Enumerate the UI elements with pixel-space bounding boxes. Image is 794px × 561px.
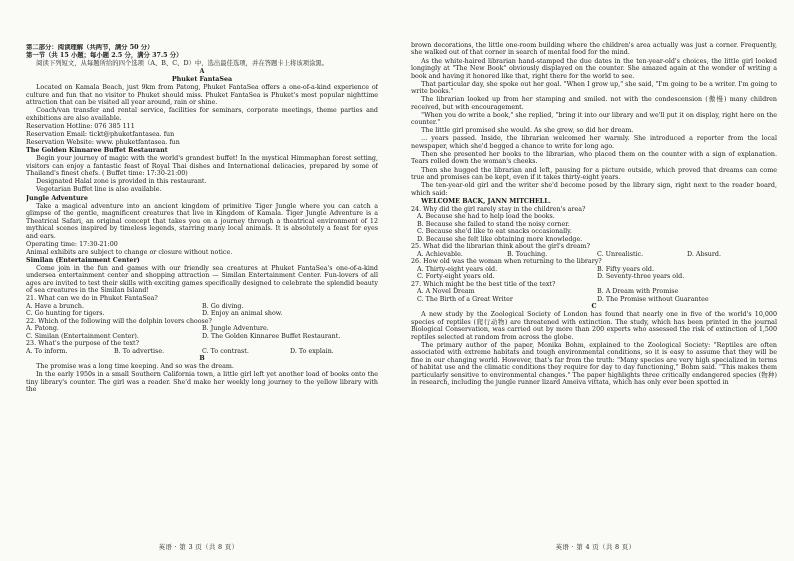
page-footer-left: 英语 · 第 3 页（共 8 页） [158, 543, 239, 551]
passage-b-paragraph-1: The promise was a long time keeping. And so was the dream. [36, 363, 234, 371]
q22-option-b: B. Jungle Adventure. [202, 325, 269, 333]
q25-option-c: C. Unrealistic. [597, 250, 644, 258]
page-footer-right: 英语 · 第 4 页（共 8 页） [555, 543, 636, 551]
library-sign: WELCOME BACK, JANN MITCHELL. [421, 197, 551, 205]
passage-c-paragraph-1: A new study by the Zoological Society of London has found that nearly one in five of the world's 10,000 species of reptiles (爬行动物) are threatened with extinction. The study, which has been printed in the journal Biological Conservation, was carried out by more than 200 experts who assessed the risk of extinction of 1,500 reptiles selected at random from across the globe. [411, 311, 777, 341]
question-24-options [411, 213, 777, 243]
jungle-note: Animal exhibits are subject to change or closure without notice. [26, 248, 233, 256]
passage-b-paragraph-7: "When you do write a book," she replied, "bring it into our library and we'll put it on display, right here on the counter." [411, 111, 777, 127]
passage-b-paragraph-3: brown decorations, the little one-room building where the children's area actually was just a corner. Frequently, she walked out of that corner in search of mental food for the mind. [411, 42, 777, 57]
q27-option-a: A. A Novel Dream [417, 288, 475, 296]
q21-option-d: D. Enjoy an animal show. [202, 310, 283, 318]
question-27-options [411, 288, 777, 303]
q21-option-c: C. Go hunting for tigers. [26, 310, 105, 318]
question-22-options [26, 325, 378, 340]
q27-option-d: D. The Promise without Guarantee [597, 295, 709, 303]
question-24: 24. Why did the girl rarely stay in the children's area? [411, 205, 586, 213]
q25-option-b: B. Touching. [507, 250, 548, 258]
q23-option-c: C. To contrast. [202, 347, 249, 355]
reservation-website: Reservation Website: www. phuketfantasea. fun [26, 139, 180, 147]
q26-option-d: D. Seventy-three years old. [597, 273, 685, 281]
instructions: 阅读下列短文，从每题所给的四个选项（A、B、C、D）中，选出最佳选项，并在答题卡上将该项涂黑。 [36, 60, 329, 68]
buffet-title: The Golden Kinnaree Buffet Restaurant [26, 147, 168, 155]
question-21-options [26, 303, 378, 318]
passage-b-paragraph-4: As the white-haired librarian hand-stamped the due dates in the ten-year-old's choices, the little girl looked longingly at "The New Book" obviously displayed on the counter. She amazed again at the wonder of writing a book and having it honored like that, right there for the world to see. [411, 57, 777, 80]
q23-option-d: D. To explain. [290, 347, 334, 355]
q22-option-d: D. The Golden Kinnaree Buffet Restaurant. [202, 332, 341, 340]
buffet-halal: Designated Halal zone is provided in this restaurant. [36, 178, 207, 186]
reservation-email: Reservation Email: tickt@phuketfantasea. fun [26, 131, 175, 139]
q27-option-b: B. A Dream with Promise [597, 288, 679, 296]
reservation-hotline: Reservation Hotline: 076 385 111 [26, 123, 135, 130]
passage-b-paragraph-5: That particular day, she spoke out her goal. "When I grow up," she said, "I'm going to be a writer. I'm going to write books." [411, 80, 777, 96]
q22-option-a: A. Patong. [26, 325, 59, 333]
passage-b-paragraph-2: In the early 1950s in a small Southern California town, a little girl left yet another load of books onto the tiny library's counter. The girl was a reader. She'd make her weekly long journey to the yellow library with the [26, 371, 378, 394]
passage-b-paragraph-6: The librarian looked up from her stamping and smiled. not with the condescension (傲慢) many children received, but with encouragement. [411, 96, 777, 111]
passage-b-paragraph-9: ... years passed. Inside, the librarian welcomed her warmly. She introduced a reporter from the local newspaper, which she'd begged a chance to write for long ago. [411, 135, 777, 150]
q26-option-c: C. Forty-eight years old. [417, 273, 495, 281]
q24-option-a: A. Because she had to help load the books. [417, 213, 555, 221]
passage-b-label: B [199, 355, 205, 363]
question-26-options [411, 266, 777, 281]
jungle-paragraph: Take a magical adventure into an ancient kingdom of primitive Tiger Jungle where you can catch a glimpse of the gentle, magnificent creatures that live in Kingdom of Kamala. Tiger Jungle Adventure is a Theatrical Safari, an original concept that takes you on a journey through a theatrical environment of 12 mythical scenes inspired by timeless legends, starring many local animals. It is absolutely a feast for eyes and ears. [26, 202, 378, 240]
q24-option-b: B. Because she failed to stand the noisy corner. [417, 220, 570, 228]
q25-option-d: D. Absurd. [687, 250, 721, 258]
jungle-title: Jungle Adventure [26, 194, 88, 202]
question-22: 22. Which of the following will the dolphin lovers choose? [26, 317, 212, 325]
q25-option-a: A. Achievable. [417, 250, 463, 258]
question-25-options [411, 251, 777, 258]
q23-option-b: B. To advertise. [114, 347, 165, 355]
question-26: 26. How old was the woman when returning to the library? [411, 258, 602, 266]
buffet-paragraph: Begin your journey of magic with the world's grandest buffet! In the mystical Himmaphan forest setting, visitors can enjoy a fantastic feast of Royal Thai dishes and International delicacies, prepared by some of Thailand's finest chefs. ( Buffet time: 17:30-21:00) [26, 155, 378, 178]
buffet-vegetarian: Vegetarian Buffet line is also available. [36, 186, 162, 194]
passage-b-paragraph-11: Then she hugged the librarian and left, pausing for a picture outside, which proved that dreams can come true and promises can be kept, even if it takes thirty-eight years. [411, 166, 777, 181]
q26-option-b: B. Fifty years old. [597, 265, 654, 273]
q21-option-a: A. Have a brunch. [26, 302, 85, 310]
question-23-options [26, 348, 378, 355]
q22-option-c: C. Similan (Entertainment Center). [26, 332, 139, 340]
similan-title: Similan (Entertainment Center) [26, 256, 140, 264]
question-23: 23. What's the purpose of the text? [26, 340, 139, 348]
passage-c-label: C [591, 303, 597, 310]
passage-a-paragraph-2: Coach/van transfer and rental service, facilities for seminars, corporate meetings, theme parties and exhibitions are also available. [26, 107, 378, 122]
right-column [411, 42, 777, 533]
passage-b-paragraph-10: Then she presented her books to the librarian, who placed them on the counter with a sign of explanation. Tears rolled down the woman's cheeks. [411, 150, 777, 166]
q23-option-a: A. To inform. [26, 347, 68, 355]
jungle-operating-time: Operating time: 17:30-21:00 [26, 240, 118, 248]
page-4 [397, 0, 794, 561]
passage-c-paragraph-2: The primary author of the paper, Monika Bohm, explained to the Zoological Society: "Reptiles are often associated with extreme habitats and tough environmental conditions, so it is easy to assume that they will be fine in our changing world. However, that's far from the truth: "Many species are very high specialized in terms of habitat use and the climatic conditions they require for day to day functioning," Bohm said. "This makes them particularly sensitive to environmental changes." The paper highlights three critically endangered species (物种) in research, including the jungle runner lizard Ameiva vittata, which has only ever been spotted in [411, 341, 777, 387]
section-heading: 第一节（共 15 小题；每小题 2.5 分，满分 37.5 分） [26, 52, 183, 60]
passage-b-paragraph-8: The little girl promised she would. As she grew, so did her dream. [421, 127, 634, 135]
q26-option-a: A. Thirty-eight years old. [417, 265, 498, 273]
passage-b-paragraph-12: The ten-year-old girl and the writer she'd become posed by the library sign, right next to the reader board, which said: [411, 182, 777, 197]
question-21: 21. What can we do in Phuket FantaSea? [26, 295, 158, 303]
part-heading: 第二部分：阅读理解（共两节，满分 50 分） [26, 44, 154, 51]
passage-a-title: Phuket FantaSea [171, 76, 233, 84]
q24-option-c: C. Because she'd like to eat snacks occasionally. [417, 228, 572, 236]
left-column [26, 44, 378, 533]
q27-option-c: C. The Birth of a Great Writer [417, 295, 513, 303]
q21-option-b: B. Go diving. [202, 302, 244, 310]
question-25: 25. What did the librarian think about the girl's dream? [411, 243, 591, 251]
similan-paragraph: Come join in the fun and games with our friendly sea creatures at Phuket FantaSea's one-of-a-kind undersea entertainment center and shopping attraction — Similan Entertainment Center. Fun-lovers of all ages are invited to test their skills with exciting games specifically designed to celebrate the splendid beauty of sea creatures in the Similan Island! [26, 264, 378, 295]
q24-option-d: D. Because she felt like obtaining more knowledge. [417, 235, 583, 243]
passage-a-paragraph-1: Located on Kamala Beach, just 9km from Patong, Phuket FantaSea offers a one-of-a-kind experience of culture and fun that no visitor to Phuket should miss. Phuket FantaSea is Phuket's most popular nighttime attraction that can be visited all year around, rain or shine. [26, 84, 378, 107]
question-27: 27. Which might be the best title of the text? [411, 280, 556, 288]
passage-a-label: A [199, 68, 205, 76]
